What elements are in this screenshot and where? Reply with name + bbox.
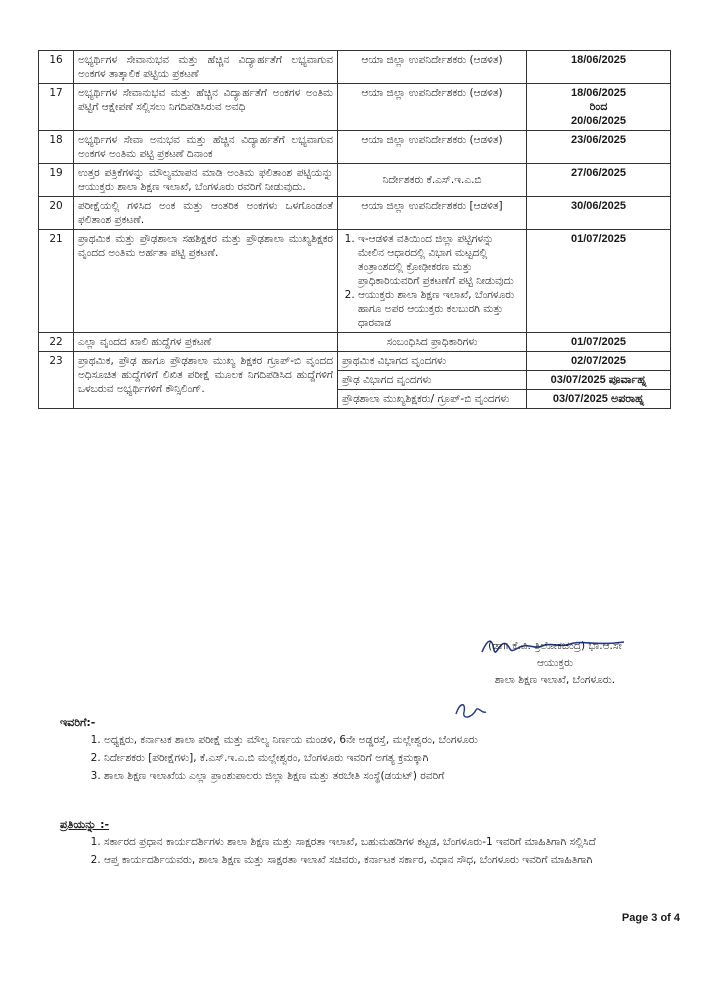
table-row xyxy=(39,230,671,333)
page-number: Page 3 of 4 xyxy=(621,912,680,924)
sub-date: 03/07/2025 ಅಪರಾಹ್ನ xyxy=(552,393,645,405)
list-item: 3. ಶಾಲಾ ಶಿಕ್ಷಣ ಇಲಾಖೆಯ ಎಲ್ಲಾ ಪ್ರಾಂಶುಪಾಲರು ಜಿಲ್ಲಾ ಶಿಕ್ಷಣ ಮತ್ತು ತರಬೇತಿ ಸಂಸ್ಥೆ(ಡಯಟ್) ರವರಿಗೆ xyxy=(104,768,714,784)
list-item: 1. ಇ-ಆಡಳಿತ ವತಿಯಿಂದ ಜಿಲ್ಲಾ ಪಟ್ಟಿಗಳನ್ನು ಮೇಲಿನ ಆಧಾರದಲ್ಲಿ ವಿಭಾಗ ಮಟ್ಟದಲ್ಲಿ ತಂತ್ರಾಂಶದಲ್ಲಿ ಕ್ರೋಢೀಕರಣ ಮತ್ತು ಪ್ರಾಧಿಕಾರಿಯವರಿಗೆ ಪ್ರಕಟಣೆಗೆ ಪಟ್ಟಿ ನೀಡುವುದು xyxy=(358,232,522,288)
date-cell: 01/07/2025 xyxy=(527,230,671,333)
date-separator: ರಿಂದ xyxy=(589,101,608,113)
row-number: 19 xyxy=(39,164,74,197)
to-list xyxy=(82,732,714,786)
sub-authority: ಪ್ರೌಢ ವಿಭಾಗದ ವೃಂದಗಳು xyxy=(338,371,526,390)
sub-date: 03/07/2025 ಪೂರ್ವಾಹ್ನ xyxy=(527,371,670,390)
authority-cell xyxy=(338,352,527,409)
row-number: 16 xyxy=(39,51,74,84)
list-item: 2. ನಿರ್ದೇಶಕರು [ಪರೀಕ್ಷೆಗಳು], ಕೆ.ಎಸ್.ಇ.ಎ.ಬಿ ಮಲ್ಲೇಶ್ವರಂ, ಬೆಂಗಳೂರು ಇವರಿಗೆ ಅಗತ್ಯ ಕ್ರಮಕ್ಕಾಗಿ xyxy=(104,750,714,766)
table-row xyxy=(39,197,671,230)
sub-authority: ಪ್ರಾಥಮಿಕ ವಿಭಾಗದ ವೃಂದಗಳು xyxy=(338,352,526,371)
list-item: 1. ಸರ್ಕಾರದ ಪ್ರಧಾನ ಕಾರ್ಯದರ್ಶಿಗಳು ಶಾಲಾ ಶಿಕ್ಷಣ ಮತ್ತು ಸಾಕ್ಷರತಾ ಇಲಾಖೆ, ಬಹುಮಹಡಿಗಳ ಕಟ್ಟಡ, ಬೆಂಗಳೂರು-1 ಇವರಿಗೆ ಮಾಹಿತಿಗಾಗಿ ಸಲ್ಲಿಸಿದೆ xyxy=(104,834,714,850)
activity-cell: ಪರೀಕ್ಷೆಯಲ್ಲಿ ಗಳಿಸಿದ ಅಂಕ ಮತ್ತು ಆಂತರಿಕ ಅಂಕಗಳು ಒಳಗೊಂಡಂತೆ ಫಲಿತಾಂಶ ಪ್ರಕಟಣೆ. xyxy=(74,197,338,230)
date-cell: 27/06/2025 xyxy=(527,164,671,197)
activity-cell: ಅಭ್ಯರ್ಥಿಗಳ ಸೇವಾನುಭವ ಮತ್ತು ಹೆಚ್ಚಿನ ವಿದ್ಯಾರ್ಹತೆಗೆ ಅಂಕಗಳ ಅಂತಿಮ ಪಟ್ಟಿಗೆ ಆಕ್ಷೇಪಣೆ ಸಲ್ಲಿಸಲು ನಿಗದಿಪಡಿಸಿರುವ ಅವಧಿ xyxy=(74,84,338,131)
authority-cell: ಸಂಬಂಧಿಸಿದ ಪ್ರಾಧಿಕಾರಿಗಳು xyxy=(338,333,527,352)
row-number: 17 xyxy=(39,84,74,131)
signatory-name: (ಡಾ॥ ಕೆ.ವಿ. ತ್ರಿಲೋಕಚಂದ್ರ) ಭಾ.ಆ.ಸೇ xyxy=(488,640,622,652)
copy-list xyxy=(82,834,714,870)
activity-cell: ಪ್ರಾಥಮಿಕ, ಪ್ರೌಢ ಹಾಗೂ ಪ್ರೌಢಶಾಲಾ ಮುಖ್ಯ ಶಿಕ್ಷಕರ ಗ್ರೂಪ್-ಬಿ ವೃಂದದ ಅಧಿಸೂಚಿತ ಹುದ್ದೆಗಳಿಗೆ ಲಿಖಿತ ಪರೀಕ್ಷೆ ಮೂಲಕ ನಿಗದಿಪಡಿಸಿದ ಹುದ್ದೆಗಳಿಗೆ ಒಳಬರುವ ಅಭ್ಯರ್ಥಿಗಳಿಗೆ ಕೌನ್ಸಿಲಿಂಗ್. xyxy=(74,352,338,409)
authority-list xyxy=(342,232,522,330)
list-item: 2. ಆಯುಕ್ತರು ಶಾಲಾ ಶಿಕ್ಷಣ ಇಲಾಖೆ, ಬೆಂಗಳೂರು ಹಾಗೂ ಅಪರ ಆಯುಕ್ತರು ಕಲಬುರಗಿ ಮತ್ತು ಧಾರವಾಡ xyxy=(358,288,522,330)
authority-cell: ಆಯಾ ಜಿಲ್ಲಾ ಉಪನಿರ್ದೇಶಕರು (ಆಡಳಿತ) xyxy=(338,84,527,131)
date-cell xyxy=(527,352,671,409)
date-cell: 30/06/2025 xyxy=(527,197,671,230)
signatory-office: ಶಾಲಾ ಶಿಕ್ಷಣ ಇಲಾಖೆ, ಬೆಂಗಳೂರು. xyxy=(494,674,616,686)
table-row xyxy=(39,164,671,197)
schedule-table xyxy=(38,50,671,409)
authority-cell: ಆಯಾ ಜಿಲ್ಲಾ ಉಪನಿರ್ದೇಶಕರು (ಆಡಳಿತ) xyxy=(338,131,527,164)
date-to: 20/06/2025 xyxy=(570,115,627,127)
authority-cell: ಆಯಾ ಜಿಲ್ಲಾ ಉಪನಿರ್ದೇಶಕರು (ಆಡಳಿತ) xyxy=(338,51,527,84)
sub-authority: ಪ್ರೌಢಶಾಲಾ ಮುಖ್ಯಶಿಕ್ಷಕರು/ ಗ್ರೂಪ್-ಬಿ ವೃಂದಗಳು xyxy=(342,393,510,405)
row-number: 20 xyxy=(39,197,74,230)
row-number: 21 xyxy=(39,230,74,333)
activity-cell: ಅಭ್ಯರ್ಥಿಗಳ ಸೇವಾನುಭವ ಮತ್ತು ಹೆಚ್ಚಿನ ವಿದ್ಯಾರ್ಹತೆಗೆ ಲಭ್ಯವಾಗುವ ಅಂಕಗಳ ತಾತ್ಕಾಲಿಕ ಪಟ್ಟಿಯ ಪ್ರಕಟಣೆ xyxy=(74,51,338,84)
table-row xyxy=(39,84,671,131)
activity-cell: ಅಭ್ಯರ್ಥಿಗಳ ಸೇವಾ ಅನುಭವ ಮತ್ತು ಹೆಚ್ಚಿನ ವಿದ್ಯಾರ್ಹತೆಗೆ ಲಭ್ಯವಾಗುವ ಅಂಕಗಳ ಅಂತಿಮ ಪಟ್ಟಿ ಪ್ರಕಟಣೆ ದಿನಾಂಕ xyxy=(74,131,338,164)
authority-cell: ಆಯಾ ಜಿಲ್ಲಾ ಉಪನಿರ್ದೇಶಕರು [ಆಡಳಿತ] xyxy=(338,197,527,230)
signatory-designation: ಆಯುಕ್ತರು xyxy=(536,657,574,669)
date-cell: 18/06/2025 xyxy=(527,51,671,84)
sub-date: 02/07/2025 xyxy=(527,352,670,371)
row-number: 18 xyxy=(39,131,74,164)
row-number: 22 xyxy=(39,333,74,352)
to-heading: ಇವರಿಗೆ:- xyxy=(60,716,96,729)
table-row xyxy=(39,131,671,164)
date-cell: 23/06/2025 xyxy=(527,131,671,164)
signature-block xyxy=(440,638,670,689)
row-number: 23 xyxy=(39,352,74,409)
activity-cell: ಎಲ್ಲಾ ವೃಂದದ ಖಾಲಿ ಹುದ್ದೆಗಳ ಪ್ರಕಟಣೆ xyxy=(74,333,338,352)
initial-scribble-icon xyxy=(452,700,488,722)
list-item: 1. ಅಧ್ಯಕ್ಷರು, ಕರ್ನಾಟಕ ಶಾಲಾ ಪರೀಕ್ಷೆ ಮತ್ತು ಮೌಲ್ಯ ನಿರ್ಣಯ ಮಂಡಳಿ, 6ನೇ ಅಡ್ಡರಸ್ತೆ, ಮಲ್ಲೇಶ್ವರಂ, ಬೆಂಗಳೂರು xyxy=(104,732,714,748)
authority-cell xyxy=(338,230,527,333)
date-from: 18/06/2025 xyxy=(570,87,627,99)
copy-heading: ಪ್ರತಿಯನ್ನು :- xyxy=(60,818,110,831)
date-cell xyxy=(527,84,671,131)
list-item: 2. ಆಪ್ತ ಕಾರ್ಯದರ್ಶಿಯವರು, ಶಾಲಾ ಶಿಕ್ಷಣ ಮತ್ತು ಸಾಕ್ಷರತಾ ಇಲಾಖೆ ಸಚಿವರು, ಕರ್ನಾಟಕ ಸರ್ಕಾರ, ವಿಧಾನ ಸೌಧ, ಬೆಂಗಳೂರು ಇವರಿಗೆ ಮಾಹಿತಿಗಾಗಿ xyxy=(104,852,714,868)
table-row xyxy=(39,51,671,84)
date-cell: 01/07/2025 xyxy=(527,333,671,352)
activity-cell: ಪ್ರಾಥಮಿಕ ಮತ್ತು ಪ್ರೌಢಶಾಲಾ ಸಹಶಿಕ್ಷಕರ ಮತ್ತು ಪ್ರೌಢಶಾಲಾ ಮುಖ್ಯಶಿಕ್ಷಕರ ವೃಂದದ ಅಂತಿಮ ಅರ್ಹತಾ ಪಟ್ಟಿ ಪ್ರಕಟಣೆ. xyxy=(74,230,338,333)
table-row xyxy=(39,333,671,352)
authority-cell: ನಿರ್ದೇಶಕರು ಕೆ.ಎಸ್.ಇ.ಎ.ಬಿ xyxy=(338,164,527,197)
activity-cell: ಉತ್ತರ ಪತ್ರಿಕೆಗಳನ್ನು ಮೌಲ್ಯಮಾಪನ ಮಾಡಿ ಅಂತಿಮ ಫಲಿತಾಂಶ ಪಟ್ಟಿಯನ್ನು ಆಯುಕ್ತರು ಶಾಲಾ ಶಿಕ್ಷಣ ಇಲಾಖೆ, ಬೆಂಗಳೂರು ರವರಿಗೆ ನೀಡುವುದು. xyxy=(74,164,338,197)
table-row xyxy=(39,352,671,409)
